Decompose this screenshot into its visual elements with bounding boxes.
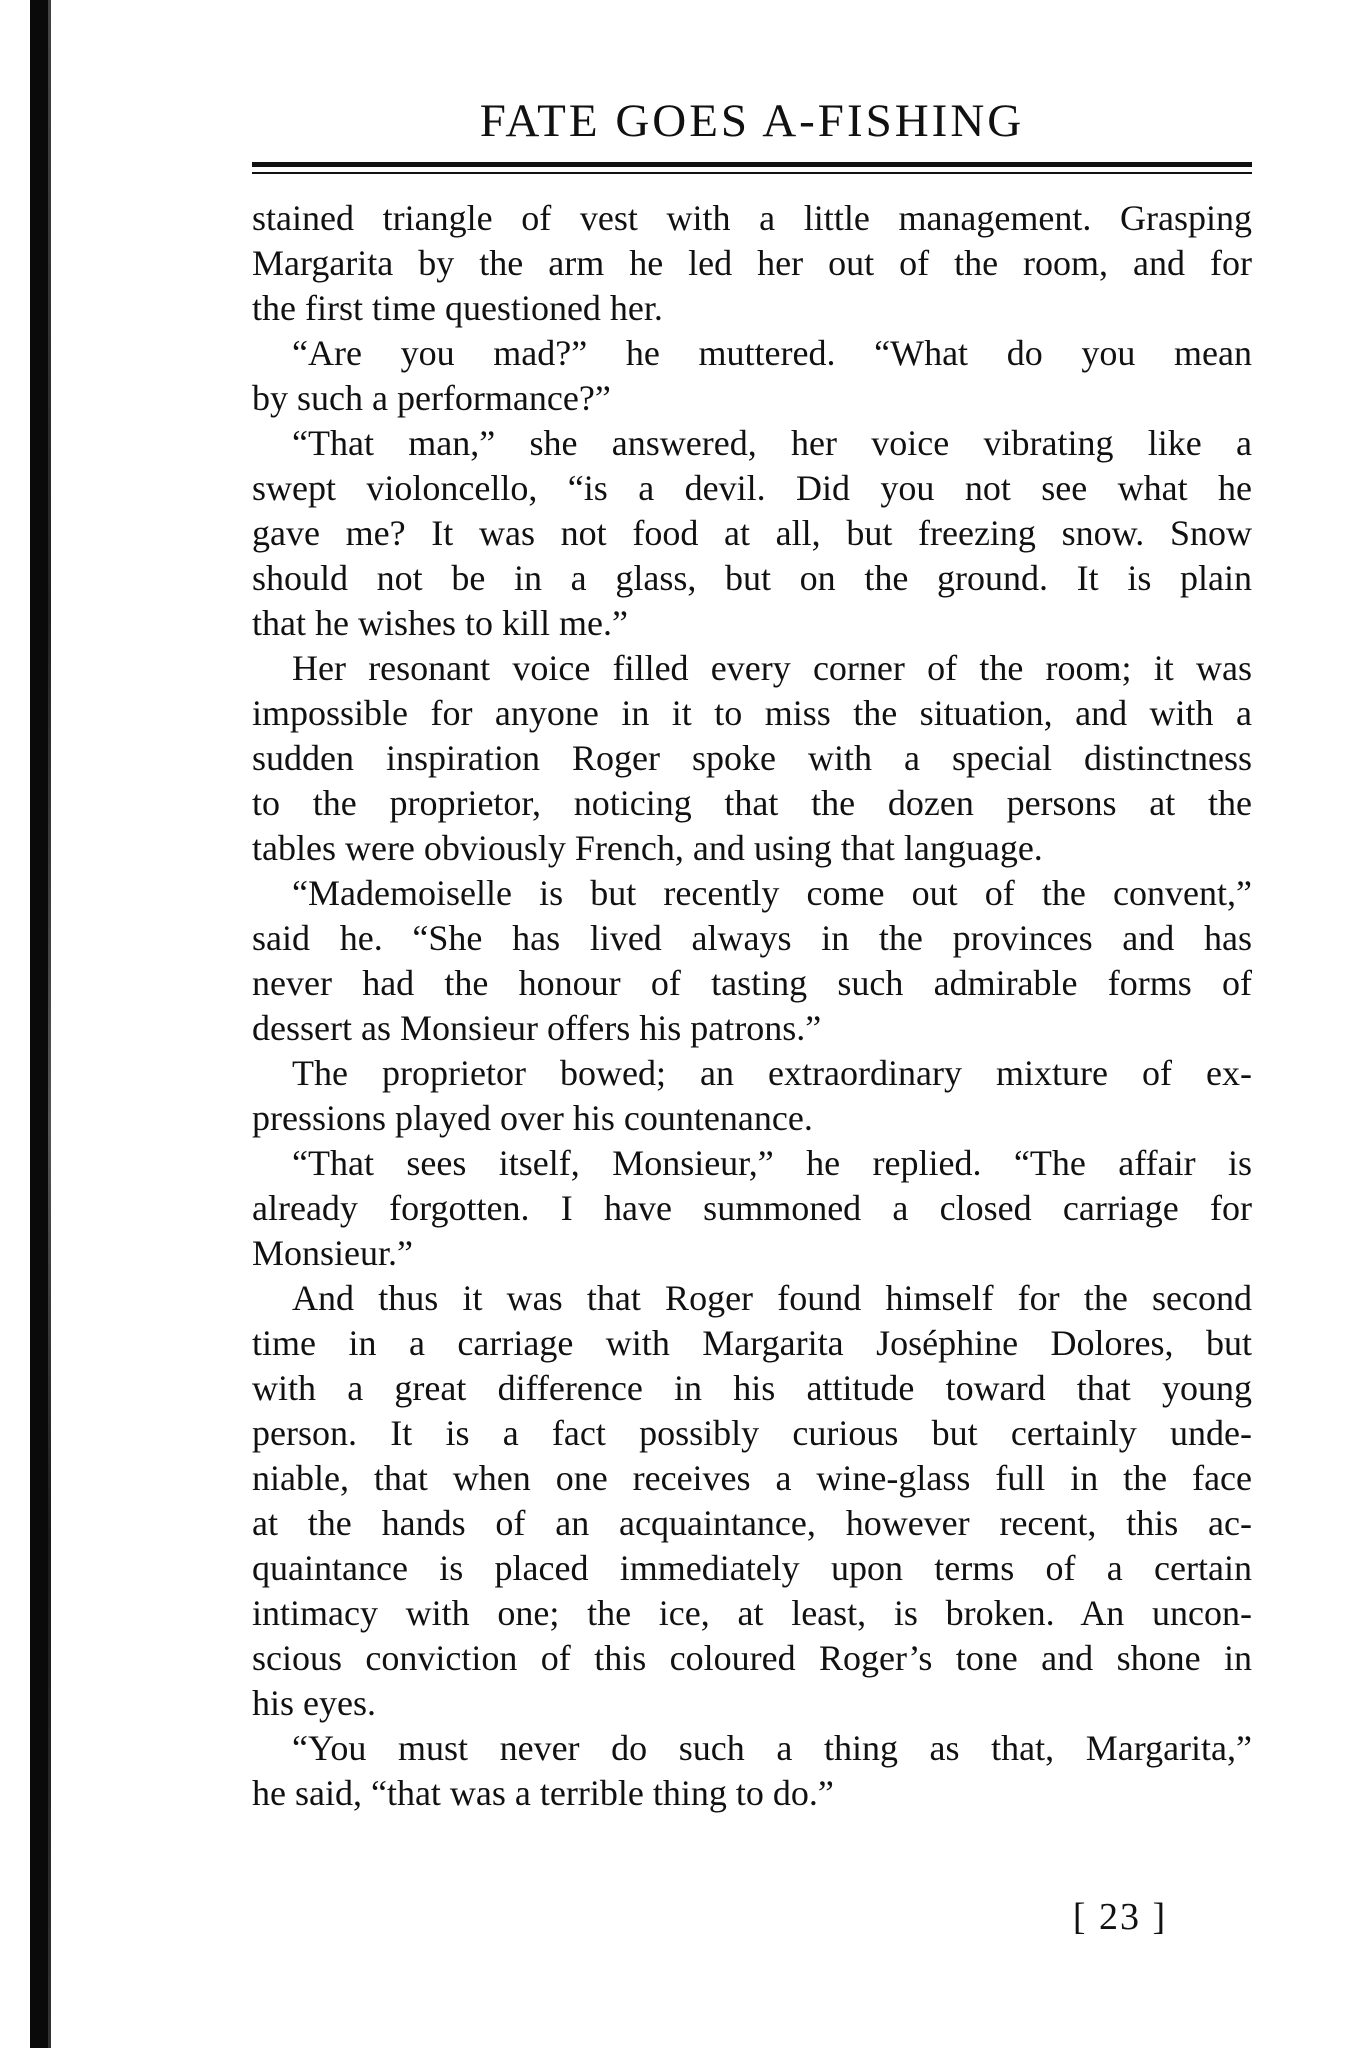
- text-line: should not be in a glass, but on the ground. It is plain: [252, 558, 1252, 598]
- text-line: dessert as Monsieur offers his patrons.”: [252, 1008, 822, 1048]
- text-line: The proprietor bowed; an extraordinary mixture of ex-: [292, 1053, 1252, 1093]
- text-line: already forgotten. I have summoned a closed carriage for: [252, 1188, 1252, 1228]
- text-line: he said, “that was a terrible thing to do.”: [252, 1773, 834, 1813]
- text-line: his eyes.: [252, 1683, 376, 1723]
- text-line: Margarita by the arm he led her out of the room, and for: [252, 243, 1252, 283]
- text-line: swept violoncello, “is a devil. Did you not see what he: [252, 468, 1252, 508]
- book-spine-edge: [48, 0, 51, 2048]
- text-line: gave me? It was not food at all, but freezing snow. Snow: [252, 513, 1252, 553]
- text-line: time in a carriage with Margarita Joséphine Dolores, but: [252, 1323, 1252, 1363]
- text-line: “That sees itself, Monsieur,” he replied. “The affair is: [292, 1143, 1252, 1183]
- text-line: And thus it was that Roger found himself for the second: [292, 1278, 1252, 1318]
- text-line: Her resonant voice filled every corner of the room; it was: [292, 648, 1252, 688]
- text-line: by such a performance?”: [252, 378, 611, 418]
- text-line: sudden inspiration Roger spoke with a special distinctness: [252, 738, 1252, 778]
- text-line: pressions played over his countenance.: [252, 1098, 813, 1138]
- text-line: the first time questioned her.: [252, 288, 663, 328]
- text-line: person. It is a fact possibly curious but certainly unde-: [252, 1413, 1252, 1453]
- text-line: never had the honour of tasting such admirable forms of: [252, 963, 1252, 1003]
- text-line: impossible for anyone in it to miss the situation, and with a: [252, 693, 1252, 733]
- text-line: that he wishes to kill me.”: [252, 603, 628, 643]
- text-line: “That man,” she answered, her voice vibrating like a: [292, 423, 1252, 463]
- text-line: stained triangle of vest with a little management. Grasping: [252, 198, 1252, 238]
- text-line: Monsieur.”: [252, 1233, 413, 1273]
- book-spine-shadow: [30, 0, 48, 2048]
- text-line: intimacy with one; the ice, at least, is broken. An uncon-: [252, 1593, 1252, 1633]
- text-line: said he. “She has lived always in the provinces and has: [252, 918, 1252, 958]
- running-head: FATE GOES A-FISHING: [479, 95, 1025, 147]
- text-line: “Are you mad?” he muttered. “What do you mean: [292, 333, 1252, 373]
- header-rule-thin: [252, 172, 1252, 174]
- text-line: niable, that when one receives a wine-glass full in the face: [252, 1458, 1252, 1498]
- text-line: to the proprietor, noticing that the dozen persons at the: [252, 783, 1252, 823]
- text-line: at the hands of an acquaintance, however recent, this ac-: [252, 1503, 1252, 1543]
- text-line: “You must never do such a thing as that, Margarita,”: [292, 1728, 1252, 1768]
- header-rule-thick: [252, 162, 1252, 167]
- text-line: quaintance is placed immediately upon terms of a certain: [252, 1548, 1252, 1588]
- page-number: [ 23 ]: [1072, 1896, 1168, 1938]
- text-line: tables were obviously French, and using that language.: [252, 828, 1043, 868]
- text-line: scious conviction of this coloured Roger’s tone and shone in: [252, 1638, 1252, 1678]
- body-text: [252, 196, 1252, 1816]
- text-line: “Mademoiselle is but recently come out of the convent,”: [292, 873, 1252, 913]
- text-line: with a great difference in his attitude toward that young: [252, 1368, 1252, 1408]
